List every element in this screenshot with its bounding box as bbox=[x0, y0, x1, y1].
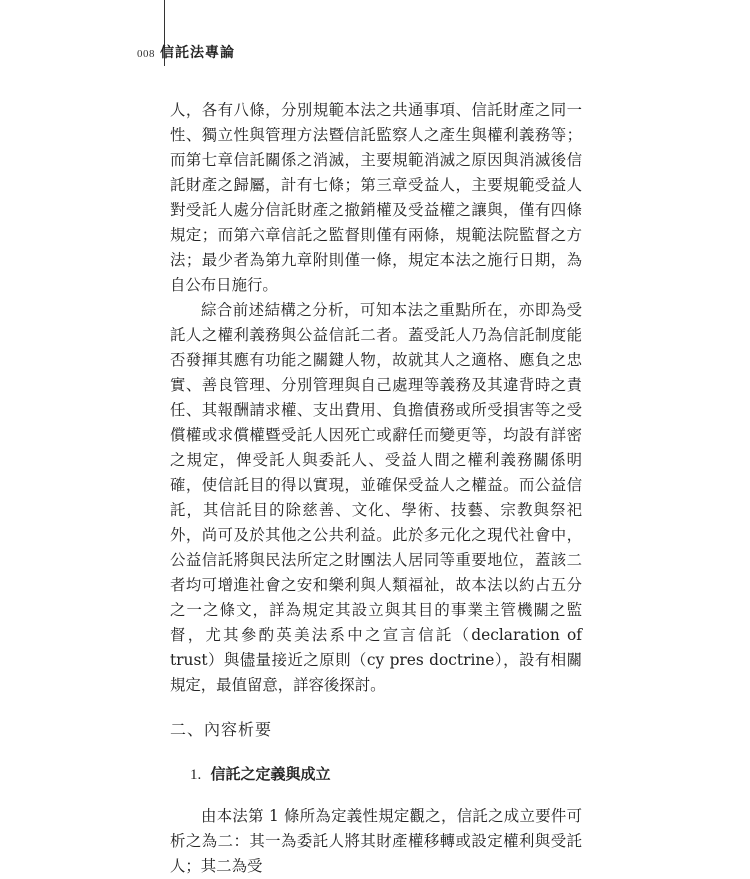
subsection-number: 1. bbox=[190, 767, 202, 783]
subsection-heading bbox=[190, 763, 582, 786]
running-title: 信託法專論 bbox=[160, 45, 235, 61]
page-number: 008 bbox=[137, 48, 155, 60]
subsection-title: 信託之定義與成立 bbox=[210, 765, 331, 783]
running-header bbox=[137, 42, 235, 62]
section-heading: 二、內容析要 bbox=[170, 720, 273, 739]
body-text bbox=[170, 98, 582, 879]
paragraph-1: 人，各有八條，分別規範本法之共通事項、信託財產之同一性、獨立性與管理方法暨信託監察人之產生與權利義務等；而第七章信託關係之消滅，主要規範消滅之原因與消滅後信託財產之歸屬，計有七條；第三章受益人，主要規範受益人對受託人處分信託財產之撤銷權及受益權之讓與，僅有四條規定；而第六章信託之監督則僅有兩條，規範法院監督之方法；最少者為第九章附則僅一條，規定本法之施行日期，為自公布日施行。 bbox=[170, 101, 582, 294]
paragraph-3: 由本法第 1 條所為定義性規定觀之，信託之成立要件可析之為二：其一為委託人將其財產權移轉或設定權利與受託人；其二為受 bbox=[170, 807, 582, 875]
paragraph-2: 綜合前述結構之分析，可知本法之重點所在，亦即為受託人之權利義務與公益信託二者。蓋受託人乃為信託制度能否發揮其應有功能之關鍵人物，故就其人之適格、應負之忠實、善良管理、分別管理與自己處理等義務及其違背時之責任、其報酬請求權、支出費用、負擔債務或所受損害等之受償權或求償權暨受託人因死亡或辭任而變更等，均設有詳密之規定，俾受託人與委託人、受益人間之權利義務關係明確，使信託目的得以實現，並確保受益人之權益。而公益信託，其信託目的除慈善、文化、學術、技藝、宗教與祭祀外，尚可及於其他之公共利益。此於多元化之現代社會中，公益信託將與民法所定之財團法人居同等重要地位，蓋該二者均可增進社會之安和樂利與人類福祉，故本法以約占五分之一之條文，詳為規定其設立與其目的事業主管機關之監督，尤其參酌英美法系中之宣言信託（declaration of trust）與儘量接近之原則（cy pres doctrine），設有相關規定，最值留意，詳容後探討。 bbox=[170, 301, 582, 694]
